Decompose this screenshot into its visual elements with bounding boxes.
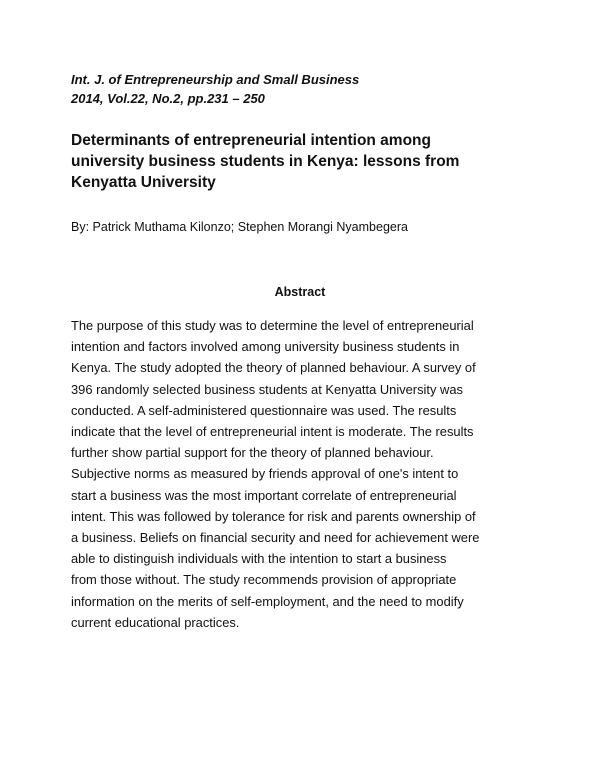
abstract-line: information on the merits of self-employment, and the need to modify <box>71 593 464 609</box>
title-line: Kenyatta University <box>71 174 216 191</box>
title-line: university business students in Kenya: lessons from <box>71 153 460 170</box>
abstract-line: intent. This was followed by tolerance for risk and parents ownership of <box>71 508 476 524</box>
abstract-body <box>71 315 541 633</box>
abstract-line: current educational practices. <box>71 614 240 630</box>
title-line: Determinants of entrepreneurial intention among <box>71 132 431 149</box>
abstract-line: conducted. A self-administered questionnaire was used. The results <box>71 402 457 418</box>
abstract-line: The purpose of this study was to determine the level of entrepreneurial <box>71 318 474 333</box>
abstract-line: a business. Beliefs on financial security and need for achievement were <box>71 530 480 546</box>
journal-name: Int. J. of Entrepreneurship and Small Business <box>71 72 360 87</box>
abstract-line: further show partial support for the theory of planned behaviour. <box>71 445 434 461</box>
abstract-line: start a business was the most important correlate of entrepreneurial <box>71 487 457 503</box>
abstract-line: able to distinguish individuals with the intention to start a business <box>71 551 447 567</box>
abstract-heading: Abstract <box>274 285 326 299</box>
abstract-line: Subjective norms as measured by friends approval of one's intent to <box>71 466 459 482</box>
author-line: By: Patrick Muthama Kilonzo; Stephen Morangi Nyambegera <box>71 220 408 234</box>
abstract-line: 396 randomly selected business students at Kenyatta University was <box>71 381 463 397</box>
abstract-line: intention and factors involved among university business students in <box>71 339 460 355</box>
abstract-line: indicate that the level of entrepreneurial intent is moderate. The results <box>71 424 474 440</box>
paper-title <box>71 130 541 193</box>
journal-header <box>71 70 359 108</box>
journal-citation: 2014, Vol.22, No.2, pp.231 – 250 <box>71 91 265 106</box>
abstract-line: from those without. The study recommends provision of appropriate <box>71 572 457 588</box>
abstract-line: Kenya. The study adopted the theory of planned behaviour. A survey of <box>71 360 476 376</box>
